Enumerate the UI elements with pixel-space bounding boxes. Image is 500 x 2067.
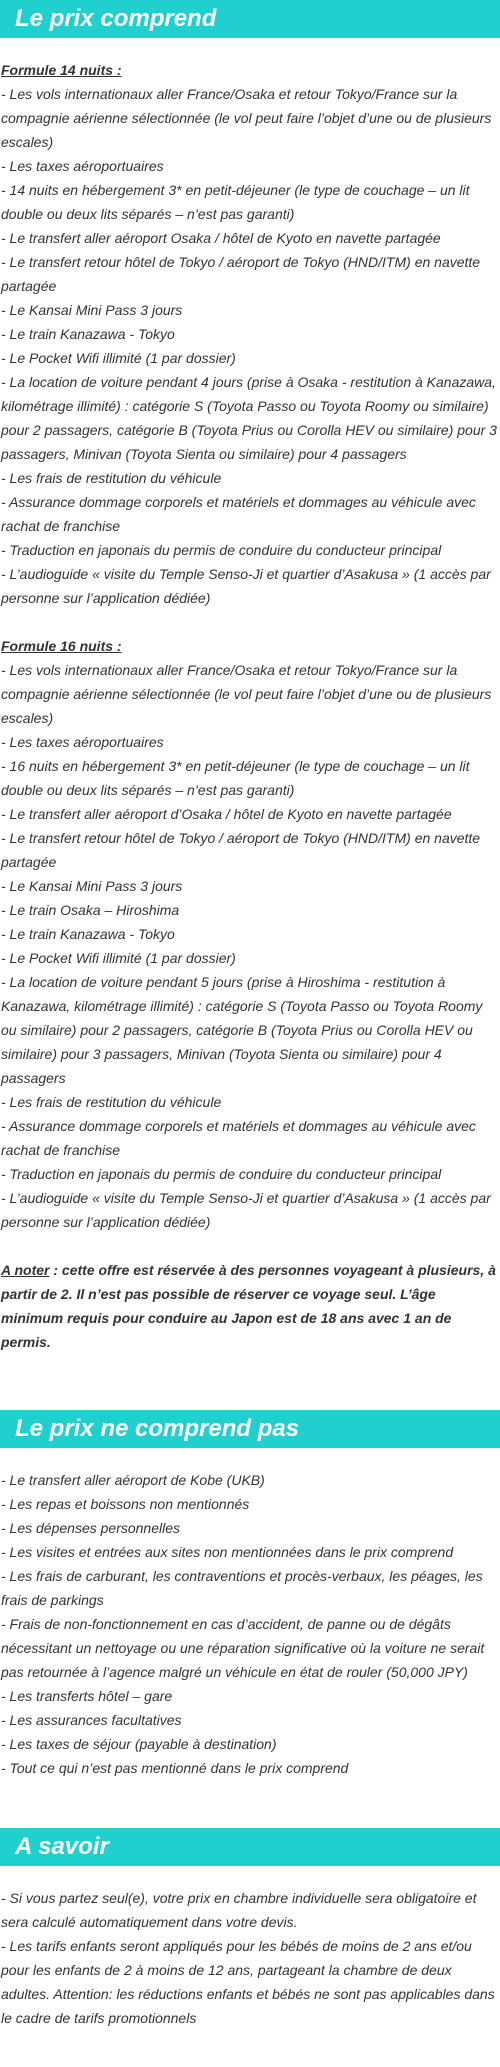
- section-title-to-know: A savoir: [0, 1828, 500, 1866]
- formula-16-item: - Les taxes aéroportuaires: [1, 734, 164, 750]
- formula-14-item: - Traduction en japonais du permis de conduire du conducteur principal: [1, 542, 442, 558]
- not-included-item: - Les repas et boissons non mentionnés: [1, 1496, 250, 1512]
- not-included-item: - Les taxes de séjour (payable à destination): [1, 1736, 277, 1752]
- not-included-item: - Tout ce qui n’est pas mentionné dans le prix comprend: [1, 1760, 349, 1776]
- formula-16-item: - L’audioguide « visite du Temple Senso-Ji et quartier d’Asakusa » (1 accès par personne sur l’application dédiée): [1, 1190, 491, 1230]
- formula-14-item: - 14 nuits en hébergement 3* en petit-déjeuner (le type de couchage – un lit double ou deux lits séparés – n’est pas garanti): [1, 182, 470, 222]
- not-included-item: - Les frais de carburant, les contraventions et procès-verbaux, les péages, les frais de parkings: [1, 1568, 483, 1608]
- section-to-know: [0, 1828, 500, 2030]
- formula-16-item: - Le transfert aller aéroport d’Osaka / hôtel de Kyoto en navette partagée: [1, 806, 452, 822]
- formula-14-item: - Assurance dommage corporels et matériels et dommages au véhicule avec rachat de franchise: [1, 494, 476, 534]
- note-label: A noter: [1, 1262, 50, 1278]
- not-included-item: - Les assurances facultatives: [1, 1712, 182, 1728]
- formula-16-item: - Le Pocket Wifi illimité (1 par dossier): [1, 950, 236, 966]
- formula-14-block: [0, 58, 500, 610]
- not-included-item: - Les visites et entrées aux sites non mentionnées dans le prix comprend: [1, 1544, 454, 1560]
- formula-16-item: - Le transfert retour hôtel de Tokyo / aéroport de Tokyo (HND/ITM) en navette partagée: [1, 830, 481, 870]
- note-paragraph: [0, 1258, 500, 1354]
- formula-16-item: - Le Kansai Mini Pass 3 jours: [1, 878, 183, 894]
- not-included-item: - Les transferts hôtel – gare: [1, 1688, 173, 1704]
- section-title-included: Le prix comprend: [0, 0, 500, 38]
- formula-16-item: - Assurance dommage corporels et matériels et dommages au véhicule avec rachat de franchise: [1, 1118, 476, 1158]
- formula-16-block: [0, 634, 500, 1234]
- formula-14-item: - La location de voiture pendant 4 jours (prise à Osaka - restitution à Kanazawa, kilométrage illimité) : catégorie S (Toyota Passo ou Toyota Roomy ou similaire) pour 2 passagers, catégorie B (Toyota Prius ou Corolla HEV ou similaire) pour 3 passagers, Minivan (Toyota Sienta ou similaire) pour 4 passagers: [1, 374, 497, 462]
- not-included-item: - Les dépenses personnelles: [1, 1520, 181, 1536]
- formula-14-item: - Le train Kanazawa - Tokyo: [1, 326, 175, 342]
- to-know-item: - Si vous partez seul(e), votre prix en chambre individuelle sera obligatoire et sera calculé automatiquement dans votre devis.: [1, 1890, 477, 1930]
- note-text: : cette offre est réservée à des personnes voyageant à plusieurs, à partir de 2. Il n’est pas possible de réserver ce voyage seul. L’âge minimum requis pour conduire au Japon est de 18 ans avec 1 an de permis.: [1, 1262, 496, 1350]
- formula-14-item: - Les vols internationaux aller France/Osaka et retour Tokyo/France sur la compagnie aérienne sélectionnée (le vol peut faire l’objet d’une ou de plusieurs escales): [1, 86, 492, 150]
- formula-14-item: - Le Pocket Wifi illimité (1 par dossier): [1, 350, 236, 366]
- formula-14-item: - Le transfert aller aéroport Osaka / hôtel de Kyoto en navette partagée: [1, 230, 441, 246]
- not-included-item: - Frais de non-fonctionnement en cas d’accident, de panne ou de dégâts nécessitant un nettoyage ou une réparation significative où la voiture ne serait pas retournée à l’agence malgré un véhicule en état de rouler (50,000 JPY): [1, 1616, 485, 1680]
- formula-14-list: [1, 82, 499, 610]
- formula-14-item: - Le Kansai Mini Pass 3 jours: [1, 302, 183, 318]
- formula-16-item: - Le train Kanazawa - Tokyo: [1, 926, 175, 942]
- formula-14-item: - Les frais de restitution du véhicule: [1, 470, 222, 486]
- formula-14-item: - Les taxes aéroportuaires: [1, 158, 164, 174]
- formula-16-item: - Traduction en japonais du permis de conduire du conducteur principal: [1, 1166, 442, 1182]
- section-title-not-included: Le prix ne comprend pas: [0, 1410, 500, 1448]
- not-included-item: - Le transfert aller aéroport de Kobe (UKB): [1, 1472, 265, 1488]
- to-know-item: - Les tarifs enfants seront appliqués pour les bébés de moins de 2 ans et/ou pour les enfants de 2 à moins de 12 ans, partageant la chambre de deux adultes. Attention: les réductions enfants et bébés ne sont pas applicables dans le cadre de tarifs promotionnels: [1, 1938, 495, 2026]
- formula-16-item: - Les frais de restitution du véhicule: [1, 1094, 222, 1110]
- formula-16-item: - Les vols internationaux aller France/Osaka et retour Tokyo/France sur la compagnie aérienne sélectionnée (le vol peut faire l’objet d’une ou de plusieurs escales): [1, 662, 492, 726]
- formula-14-item: - Le transfert retour hôtel de Tokyo / aéroport de Tokyo (HND/ITM) en navette partagée: [1, 254, 481, 294]
- formula-16-title: Formule 16 nuits :: [1, 638, 122, 654]
- not-included-list: [0, 1468, 500, 1780]
- formula-14-title: Formule 14 nuits :: [1, 62, 122, 78]
- formula-16-list: [1, 658, 499, 1234]
- to-know-list: [0, 1886, 500, 2030]
- formula-14-item: - L’audioguide « visite du Temple Senso-Ji et quartier d’Asakusa » (1 accès par personne sur l’application dédiée): [1, 566, 491, 606]
- formula-16-item: - Le train Osaka – Hiroshima: [1, 902, 180, 918]
- formula-16-item: - 16 nuits en hébergement 3* en petit-déjeuner (le type de couchage – un lit double ou deux lits séparés – n’est pas garanti): [1, 758, 470, 798]
- formula-16-item: - La location de voiture pendant 5 jours (prise à Hiroshima - restitution à Kanazawa, kilométrage illimité) : catégorie S (Toyota Passo ou Toyota Roomy ou similaire) pour 2 passagers, catégorie B (Toyota Prius ou Corolla HEV ou similaire) pour 3 passagers, Minivan (Toyota Sienta ou similaire) pour 4 passagers: [1, 974, 483, 1086]
- section-not-included: [0, 1410, 500, 1780]
